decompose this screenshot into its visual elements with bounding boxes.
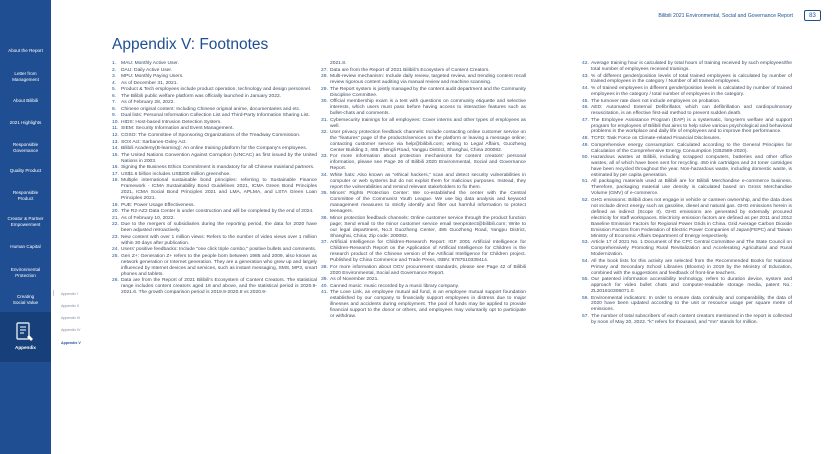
nav-environmental-protection[interactable]: Environmental Protection	[10, 267, 41, 278]
footnote-text: The Report system is jointly managed by the content audit department and the Community Discipline Committee.	[330, 86, 526, 98]
footnote-item	[112, 278, 317, 296]
footnote-number: 28.	[321, 74, 328, 80]
footnote-text: Article 17 of 2021 No. 1 Document of the CPC Central Committee and The State Council on Comprehensively Promoting Rural Revitalization and Accelerating Agricultural and Rural Modernization.	[591, 240, 792, 258]
footnote-item	[582, 198, 792, 240]
footnote-text: Users' positive feedbacks: Include "one click triple combo," positive bullets and comments.	[121, 247, 317, 253]
footnote-text: Dual lists: Personal Information Collection List and Third-Party Information Sharing List.	[121, 113, 310, 119]
footnote-text: Data are from the Report of 2021 Bilibili's Ecosystem of Content Creators. The statistical range includes content creators aged 18 and above, and the statistical period is 2020.9-2021.6. The growth comparison period is 2019.9-2020.8 vs 2020.9-	[121, 278, 317, 296]
footnote-text: US$1.6 billion includes US$200 million greenshoe.	[121, 171, 231, 177]
footnote-number: 22.	[112, 222, 119, 228]
sub-nav-appendix-1[interactable]: Appendix I	[61, 292, 78, 296]
footnote-text: 2021.8.	[330, 61, 347, 66]
footnote-item	[112, 61, 317, 67]
footnote-item	[582, 118, 792, 136]
footnote-item	[321, 87, 526, 99]
page-title: Appendix V: Footnotes	[112, 36, 269, 53]
footnote-number: 26.	[112, 278, 119, 284]
footnote-text: The Love Link, an employee mutual aid fund, is an employee mutual support foundation established by our company to financially support employees in distress due to major illnesses and accidents during employment. The pool of funds may be applied to provide financial support to the donor or others, and employees may voluntarily opt to participate or withdraw.	[330, 290, 526, 319]
footnote-text: As of February 10, 2022.	[121, 215, 175, 221]
footnote-item	[112, 107, 317, 113]
footnote-number: 6.	[112, 93, 117, 99]
footnote-text: Data are from the Report of 2021 Bilibili's Ecosystem of Content Creators.	[330, 67, 490, 73]
footnote-item	[582, 240, 792, 258]
footnote-item	[112, 235, 317, 247]
footnote-text: Gen Z+: Generation Z+ refers to the people born between 1985 and 2009, also known as network generation or Internet generation. They are a generation who grew up and largely influenced by Internet devices and services, such as instant messaging, SMS, MP3, smart phones and tablets.	[121, 253, 317, 277]
footnote-number: 11.	[112, 126, 119, 132]
footnote-number: 4.	[112, 80, 117, 86]
nav-social-value[interactable]: Creating Social Value	[12, 294, 39, 305]
footnote-text: New content with over 1 million views: Refers to the number of video views over 1 million within 30 days after publication.	[121, 234, 317, 246]
footnote-number: 38.	[321, 264, 328, 270]
nav-human-capital[interactable]: Human Capital	[10, 244, 41, 249]
footnote-text: As of December 31, 2021.	[121, 80, 178, 86]
footnote-item	[112, 172, 317, 178]
footnote-number: 30.	[321, 99, 328, 105]
footnote-number: 18.	[112, 178, 119, 184]
sub-nav-appendix-3[interactable]: Appendix III	[61, 316, 80, 320]
footnote-text: For more information about protection mechanisms for content creators' personal information, please see Page 26 of Bilibili 2020 Environmental, Social and Governance Report.	[330, 154, 526, 172]
report-title: Bilibili 2021 Environmental, Social and Governance Report	[658, 13, 793, 19]
nav-quality-product[interactable]: Quality Product	[9, 168, 42, 173]
footnote-item	[321, 61, 526, 67]
footnote-text: HIDS: Host-based Intrusion Detection System.	[121, 119, 222, 125]
footnote-item	[321, 191, 526, 215]
footnote-text: GHG emissions: Bilibili does not engage in vehicle or canteen ownership, and the data does not include direct energy such as gasoline, diesel and natural gas. GHG emissions herein is defined as indirect (Scope II). GHG emissions are generated by externally procured electricity for staff workspaces. Electricity emission factors are defined as per 2011 and 2012 Baseline Emission Factors for Regional Power Grids in China. Grid Average Carbon Dioxide Emission Factors from Federation of Electric Power Companies of Japan(FEPC) and Taiwan Ministry of Economic Affairs Department of Energy respectively.	[591, 197, 792, 239]
footnote-number: 35.	[321, 191, 328, 197]
footnote-text: Average training hour is calculated by total hours of training received by such employees/the total number of employees received trainings.	[591, 61, 792, 72]
document-icon	[13, 321, 35, 343]
footnote-text: Multiple international sustainable bond principles: referring to Sustainable Finance Framework - ICMA Sustainability Bond Guidelines 2021, ICMA Green Bond Principles 2021, ICMA Social Bond Principles 2021 and LMA, APLMA, and LSTA Green Loan Principles 2021.	[121, 178, 317, 202]
footnote-text: As of November 2021.	[330, 277, 379, 283]
sub-nav-appendix-4[interactable]: Appendix IV	[61, 328, 81, 332]
footnote-number: 16.	[112, 165, 119, 171]
sub-nav-appendix-2[interactable]: Appendix II	[61, 304, 79, 308]
footnote-text: Chinese original content: Including Chinese original anime, documentaries and etc.	[121, 106, 301, 112]
footnote-item	[321, 130, 526, 154]
footnote-number: 3.	[112, 74, 117, 80]
footnote-number: 53.	[582, 240, 589, 246]
footnote-text: % of different gender/position levels of total trained employees is calculated by number of trained employees in the category / Number of all trained employees.	[591, 73, 792, 85]
footnote-item	[321, 277, 526, 283]
footnote-item	[582, 86, 792, 98]
footnote-item	[582, 155, 792, 179]
footnote-item	[112, 68, 317, 74]
sidebar	[0, 0, 51, 454]
footnote-text: The United Nations Convention Against Corruption (UNCAC) as first issued by the United Nations in 2003.	[121, 152, 317, 164]
footnote-text: Hazardous wastes at Bilibili, including scrapped computers, batteries and other office wastes, all of which have been sent for recycling. 450 ink cartridges and 24 toner cartridges have been recycled throughout the year. Non-hazardous waste, including domestic waste, is estimated by per capita generation.	[591, 155, 792, 178]
footnote-number: 13.	[112, 139, 119, 145]
sub-nav-appendix-5[interactable]: Appendix V	[61, 341, 81, 345]
footnote-item	[321, 240, 526, 264]
footnote-text: SOX Act: Sarbanes-Oxley Act.	[121, 139, 187, 145]
footnote-number: 7.	[112, 100, 117, 106]
footnote-text: User privacy protection feedback channels: Include contacting online customer service on the "features" page of the products/services on the platform or leaving a message online; contacting customer service via help@bilibili.com; writing to Legal Affairs, Guozheng Center Building 3, 485 Zhengli Road, Yangpu District, Shanghai, China 200082.	[330, 130, 526, 153]
nav-responsible-product[interactable]: Responsible Product	[12, 190, 39, 201]
footnote-text: Multi-review mechanism: Include daily review, targeted review, and trending content recall review rigorous content auditing via manual review and machine scanning.	[330, 74, 526, 86]
footnote-item	[112, 247, 317, 253]
footnotes-column-1	[112, 61, 317, 297]
footnote-item	[112, 140, 317, 146]
footnote-number: 25.	[112, 253, 119, 259]
footnote-text: The Employee Assistance Program (EAP) is a systematic, long-term welfare and support program for employees of Bilibili that aims to help solve various psychological and behavioral problems in the workplace and daily life of employees and to improve their performance.	[591, 117, 792, 135]
footnotes-column-2	[321, 61, 526, 321]
footnote-text: PUE: Power Usage Effectiveness.	[121, 202, 195, 208]
footnote-item	[321, 216, 526, 240]
page-number: 83	[804, 10, 821, 21]
footnote-item	[321, 284, 526, 290]
footnote-item	[582, 105, 792, 117]
footnote-text: Signing the Business Ethics Commitment is mandatory for all Chinese mainland partners.	[121, 165, 315, 171]
footnote-item	[582, 296, 792, 314]
footnote-text: The R2-AZ2 Data Center is under construction and will be completed by the end of 2024.	[121, 209, 314, 215]
footnote-text: Environmental indicators: In order to ensure data continuity and comparability, the data of 2020 have been updated according to the unit or resource usage per square metre of emissions.	[591, 295, 792, 313]
footnote-text: The Bilibili public welfare platform was officially launched in January 2022.	[121, 93, 282, 99]
footnote-number: 2.	[112, 67, 117, 73]
footnote-number: 44.	[582, 86, 589, 91]
nav-about-report[interactable]: About the Report	[8, 48, 43, 53]
nav-responsible-governance[interactable]: Responsible Governance	[12, 142, 39, 153]
footnote-text: The turnover rate does not include employees on probation.	[591, 98, 721, 104]
footnote-item	[112, 153, 317, 165]
footnote-number: 45.	[582, 98, 589, 104]
footnote-item	[112, 100, 317, 106]
footnote-text: SIEM: Security Information and Event Management.	[121, 126, 234, 132]
footnote-number: 46.	[582, 105, 589, 111]
footnote-number: 50.	[582, 155, 589, 161]
footnote-number: 36.	[321, 215, 328, 221]
footnote-number: 48.	[582, 136, 589, 141]
footnote-number: 12.	[112, 133, 119, 139]
nav-appendix[interactable]: Appendix	[15, 345, 36, 350]
nav-highlights[interactable]: 2021 Highlights	[9, 120, 42, 125]
footnote-text: DAU: Daily Active User.	[121, 67, 173, 73]
footnote-text: AED: Automated External Defibrillator, which can defibrillation and cardiopulmonary resuscitation, is an effective first-aid method to prevent sudden death.	[591, 105, 792, 116]
footnote-number: 27.	[321, 67, 328, 73]
footnote-number: 23.	[112, 234, 119, 240]
footnote-text: Due to the mergers of subsidiaries during the reporting period, the data for 2020 have been adjusted retroactively.	[121, 222, 317, 234]
footnote-item	[321, 99, 526, 117]
footnote-item	[321, 265, 526, 277]
footnote-number: 14.	[112, 146, 119, 152]
footnote-number: 21.	[112, 215, 119, 221]
footnote-number: 32.	[321, 130, 328, 136]
footnote-number: 55.	[582, 277, 589, 283]
footnote-number: 33.	[321, 154, 328, 160]
footnote-text: Bilibili Academy(B-learning): An online training platform for the Company's employees.	[121, 146, 308, 152]
footnote-item	[321, 68, 526, 74]
footnote-number: 15.	[112, 152, 119, 158]
footnote-number: 51.	[582, 179, 589, 185]
footnote-number: 39.	[321, 277, 328, 283]
footnote-number: 1.	[112, 61, 117, 66]
footnote-item	[112, 120, 317, 126]
footnote-text: TCFD: Task Force on Climate-related Financial Disclosures.	[591, 136, 721, 141]
footnote-number: 57.	[582, 313, 589, 319]
footnote-item	[582, 143, 792, 155]
footnote-item	[112, 94, 317, 100]
footnote-text: As of February 28, 2022.	[121, 100, 175, 106]
footnote-number: 49.	[582, 142, 589, 148]
footnote-item	[321, 290, 526, 320]
footnote-text: COSO: The Committee of Sponsoring Organizations of the Treadway Commission.	[121, 133, 301, 139]
footnote-item	[112, 254, 317, 278]
footnote-item	[582, 136, 792, 142]
footnote-number: 8.	[112, 106, 117, 112]
nav-letter-management[interactable]: Letter from Management	[12, 71, 39, 82]
footnote-item	[321, 74, 526, 86]
footnote-number: 52.	[582, 197, 589, 203]
footnote-item	[321, 118, 526, 130]
footnote-item	[582, 61, 792, 73]
footnote-item	[582, 259, 792, 277]
footnote-number: 24.	[112, 247, 119, 253]
footnote-text: The number of total subscribers of each content creators mentioned in the report is collected by noon of May 20, 2022. "k" refers for thousand, and "mn" stands for million.	[591, 313, 792, 325]
footnote-text: Artificial Intelligence for Children-Research Report: IGF 2001 Artificial Intelligence for Children-Research Report on the Application of Artificial Intelligence for Children is the research product of the Chinese version of the Artificial Intelligence for Children project. Published by China Commerce and Trade Press, ISBN: 9787510339414.	[330, 240, 526, 264]
footnote-item	[112, 74, 317, 80]
footnote-text: All packaging materials used at Bilibili are for Bilibili Merchandise e-commerce business. Therefore, packaging material use density is calculated based on Gross Merchandise Volume (GMV) of e-commerce.	[591, 179, 792, 197]
footnote-text: Minor protection feedback channels: Online customer service through the product function page; Send email to the minor customer service email teenprotect@bilibili.com; Write to our legal department, No.3 Guozheng Center, 485 Guozheng Road, Yangpu District, Shanghai, China; Zip code: 200082.	[330, 215, 526, 239]
footnote-number: 41.	[321, 290, 328, 296]
footnote-item	[112, 146, 317, 152]
footnote-item	[321, 173, 526, 191]
footnote-text: Product & Tech employees include product operation, technology and design personnel.	[121, 87, 312, 93]
footnote-number: 56.	[582, 295, 589, 301]
footnote-text: % of trained employees in different gender/position levels is calculated by number of trained employees in the category / total number of employees in the category.	[591, 86, 792, 97]
footnote-text: Comprehensive energy consumption: Calculated according to the General Principles for Calculation of the Comprehensive Energy Consumption (GB2589-2020).	[591, 142, 792, 154]
footnote-item	[582, 74, 792, 86]
footnote-text: White hats: Also known as "ethical hackers," scan and detect security vulnerabilities in computer or web systems but do not exploit them for malicious purposes. Instead, they report the vulnerabilities and remind relevant stakeholders to fix them.	[330, 172, 526, 190]
footnote-number: 34.	[321, 172, 328, 178]
footnote-number: 54.	[582, 258, 589, 264]
footnote-item	[112, 222, 317, 234]
footnote-item	[582, 314, 792, 326]
footnote-number: 17.	[112, 171, 119, 177]
footnote-item	[321, 154, 526, 172]
footnote-number: 47.	[582, 117, 589, 123]
footnote-text: Cybersecurity trainings for all employees: Cover interns and other types of employees as well.	[330, 117, 526, 129]
footnote-text: Our patented information accessibility technology, refers to duration device, system and approach for video bullet chats and computer-readable storage media, patent No.: ZL201810305071.0.	[591, 277, 792, 294]
footnote-text: Canned music: music recorded by a music library company.	[330, 283, 460, 289]
footnote-item	[582, 179, 792, 197]
footnote-item	[112, 87, 317, 93]
footnote-number: 37.	[321, 240, 328, 246]
footnote-item	[582, 99, 792, 105]
footnote-number: 31.	[321, 117, 328, 123]
footnote-number: 40.	[321, 283, 328, 289]
footnote-item	[112, 178, 317, 202]
footnote-number: 19.	[112, 202, 119, 208]
footnote-number: 9.	[112, 113, 117, 119]
sub-nav-divider	[53, 290, 54, 296]
footnote-item	[112, 209, 317, 215]
footnote-item	[112, 203, 317, 209]
footnote-item	[112, 165, 317, 171]
footnote-text: For more information about OGV procurement standards, please see Page 42 of Bilibili 2020 Environmental, Social and Governance Report.	[330, 264, 526, 276]
footnote-item	[112, 126, 317, 132]
footnote-item	[112, 133, 317, 139]
footnote-item	[112, 81, 317, 87]
footnote-text: Official membership exam is a test with questions on community etiquette and selective interests, which users must pass before having access to interactive features such as bullet-chats and comments.	[330, 99, 526, 116]
footnote-item	[582, 277, 792, 295]
footnote-text: All the book lists for this activity are selected from the Recommended Books for National Primary and Secondary School Libraries (Blooms) in 2019 by the Ministry of Education, combined with the suggestions and feedback of front-line teachers.	[591, 258, 792, 276]
footnote-number: 10.	[112, 119, 119, 125]
footnote-text: MAU: Monthly Active User.	[121, 61, 179, 66]
footnotes-column-3	[582, 61, 792, 326]
footnote-item	[112, 216, 317, 222]
nav-creator-partner[interactable]: Creator & Partner Empowerment	[7, 216, 44, 227]
footnote-number: 5.	[112, 87, 117, 93]
footnote-number: 42.	[582, 61, 589, 66]
footnote-text: MPU: Monthly Paying Users.	[121, 74, 184, 80]
footnote-item	[112, 113, 317, 119]
footnote-number: 29.	[321, 86, 328, 92]
footnote-text: Minors' Rights Protection Center: We co-established the center with the Central Committee of the Communist Youth League. We use big data analysis and keyword management measures to strictly identify and filter out harmful information to protect teenagers.	[330, 191, 526, 215]
nav-about-bilibili[interactable]: About Bilibili	[12, 98, 39, 103]
footnote-number: 20.	[112, 209, 119, 215]
footnote-number: 43.	[582, 73, 589, 79]
